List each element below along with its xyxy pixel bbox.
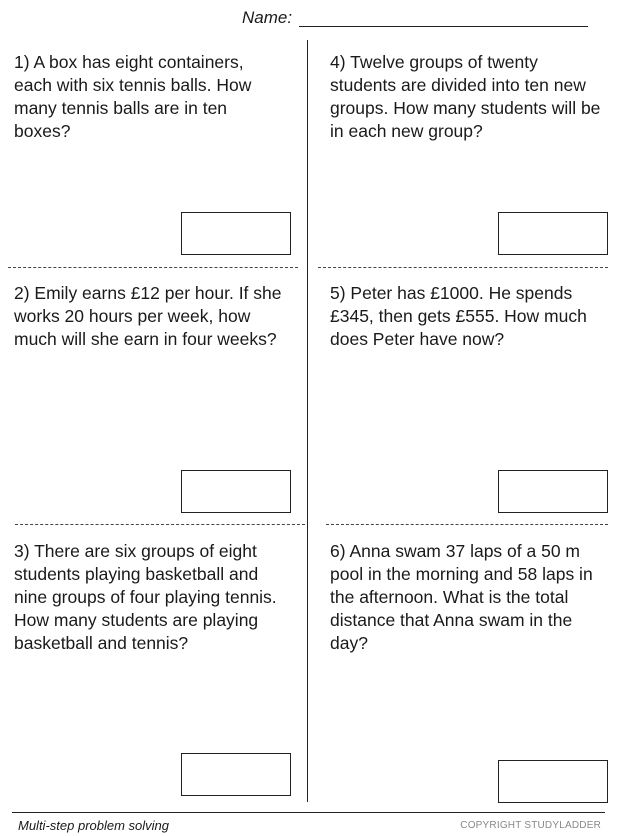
question-1: 1) A box has eight containers, each with six tennis balls. How many tennis balls are in ten boxes? bbox=[14, 52, 252, 141]
answer-box-1[interactable] bbox=[181, 212, 291, 255]
answer-box-6[interactable] bbox=[498, 760, 608, 803]
dashed-divider-right-2 bbox=[326, 524, 608, 525]
name-line bbox=[299, 26, 588, 27]
vertical-divider bbox=[307, 40, 308, 802]
question-6: 6) Anna swam 37 laps of a 50 m pool in the morning and 58 laps in the afternoon. What is the total distance that Anna swam in the day? bbox=[330, 541, 593, 653]
question-5: 5) Peter has £1000. He spends £345, then gets £555. How much does Peter have now? bbox=[330, 283, 587, 349]
answer-box-5[interactable] bbox=[498, 470, 608, 513]
footer-line bbox=[12, 812, 605, 813]
question-3: 3) There are six groups of eight students playing basketball and nine groups of four playing tennis. How many students are playing basketball and tennis? bbox=[14, 541, 277, 653]
dashed-divider-right-1 bbox=[318, 267, 608, 268]
dashed-divider-left-2 bbox=[15, 524, 305, 525]
answer-box-3[interactable] bbox=[181, 753, 291, 796]
question-4: 4) Twelve groups of twenty students are divided into ten new groups. How many students will be in each new group? bbox=[330, 52, 601, 141]
answer-box-4[interactable] bbox=[498, 212, 608, 255]
footer-title: Multi-step problem solving bbox=[18, 818, 170, 833]
name-label: Name: bbox=[242, 8, 293, 27]
footer-copyright: COPYRIGHT STUDYLADDER bbox=[460, 820, 601, 831]
answer-box-2[interactable] bbox=[181, 470, 291, 513]
question-2: 2) Emily earns £12 per hour. If she works 20 hours per week, how much will she earn in four weeks? bbox=[14, 283, 282, 349]
dashed-divider-left-1 bbox=[8, 267, 298, 268]
